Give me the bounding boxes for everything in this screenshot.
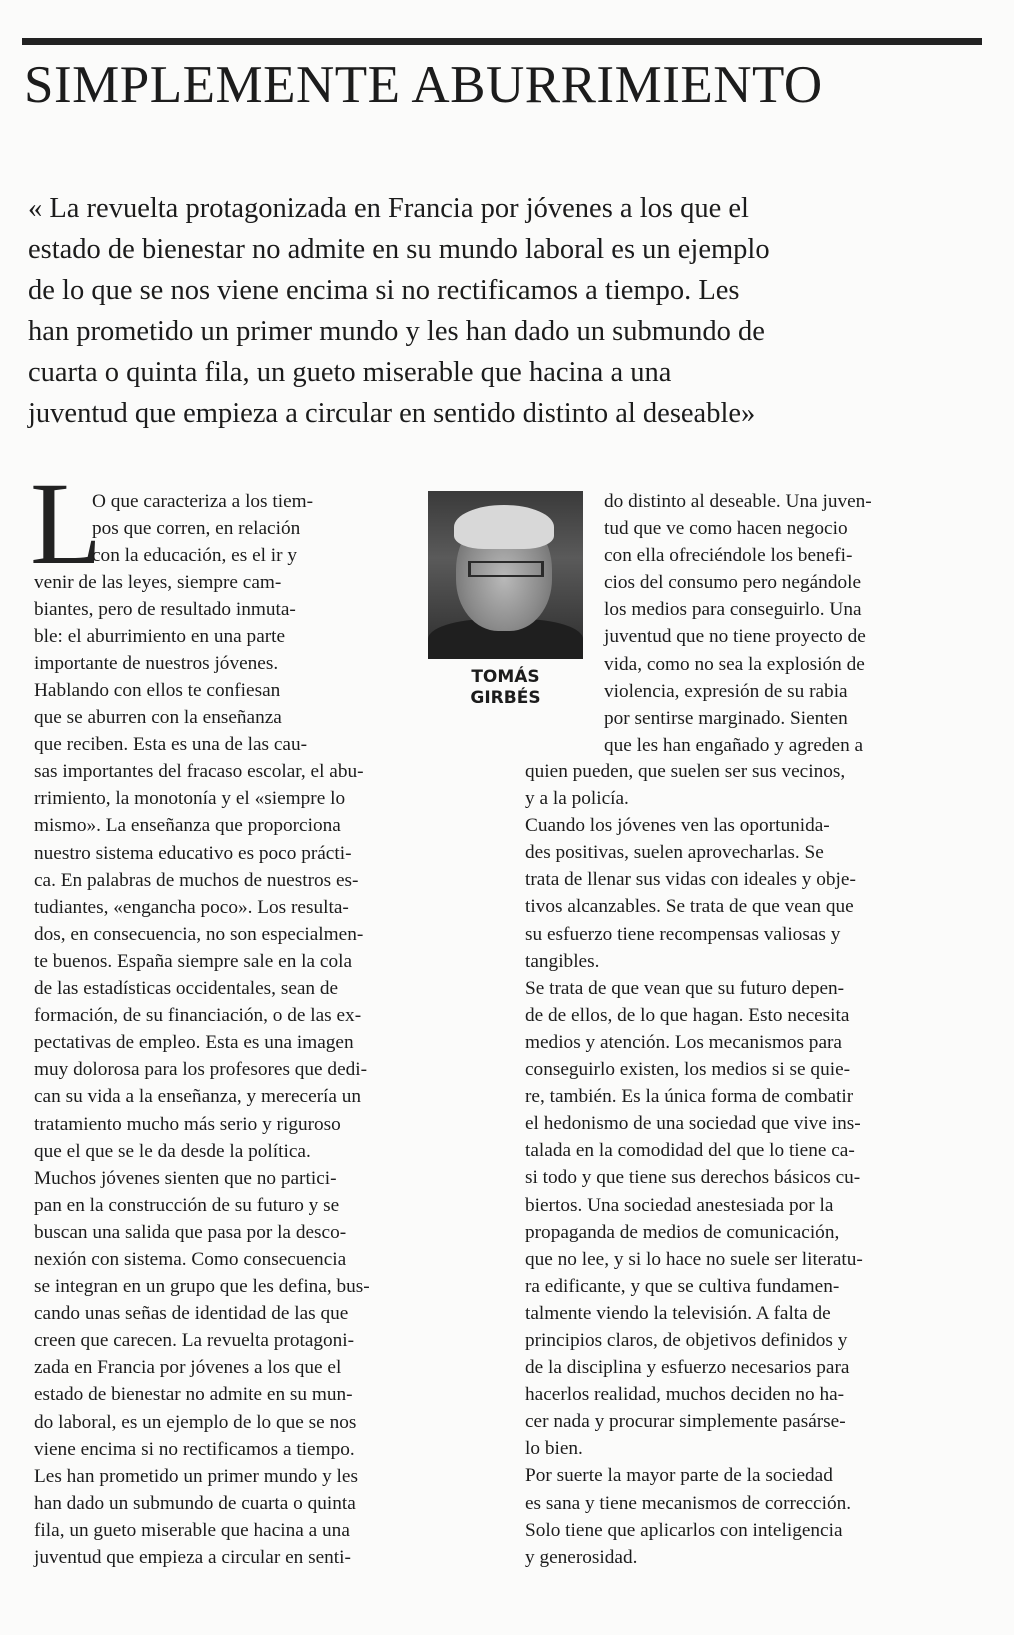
drop-cap: L (30, 458, 103, 589)
author-name: TOMÁS GIRBÉS (470, 667, 541, 708)
photo-hair (454, 505, 554, 549)
top-rule (22, 38, 982, 45)
right-column-top: do distinto al deseable. Una juven- tud que ve como hacen negocio con ella ofreciéndole los benefi- cios del consumo pero negándole los medios para conseguirlo. Una juventud que no tiene proyecto de vida, como no sea la explosión de violencia, expresión de su rabia por sentirse marginado. Sienten que les han engañado y agreden a (604, 491, 872, 756)
photo-glasses (468, 561, 544, 577)
left-column-intro: venir de las leyes, siempre cam- biantes, pero de resultado inmuta- ble: el aburrimiento en una parte importante de nuestros jóvenes. (34, 572, 296, 675)
left-column-top: O que caracteriza a los tiem- pos que corren, en relación con la educación, es el ir y (92, 491, 314, 567)
pullquote: « La revuelta protagonizada en Francia por jóvenes a los que el estado de bienestar no admite en su mundo laboral es un ejemplo de lo que se nos viene encima si no rectificamos a tiempo. Les han prometido un primer mundo y les han dado un submundo de cuarta o quinta fila, un gueto miserable que hacina a una juventud que empieza a circular en sentido distinto al deseable» (28, 193, 770, 429)
author-photo (428, 491, 583, 659)
headline: SIMPLEMENTE ABURRIMIENTO (24, 56, 823, 114)
left-column-body: Hablando con ellos te confiesan que se aburren con la enseñanza que reciben. Esta es una de las cau- sas importantes del fracaso escolar, el abu- rrimiento, la monotonía y el «siempre lo mismo». La enseñanza que proporciona nuestro sistema educativo es poco prácti- ca. En palabras de muchos de nuestros es- tudiantes, «engancha poco». Los resulta- dos, en consecuencia, no son especialmen- te buenos. España siempre sale en la cola de las estadísticas occidentales, sean de formación, de su financiación, o de las ex- pectativas de empleo. Esta es una imagen muy dolorosa para los profesores que dedi- can su vida a la enseñanza, y merecería un tratamiento mucho más serio y riguroso que el que se le da desde la política. Muchos jóvenes sienten que no partici- pan en la construcción de su futuro y se buscan una salida que pasa por la desco- nexión con sistema. Como consecuencia se integran en un grupo que les defina, bus- cando unas señas de identidad de las que creen que carecen. La revuelta protagoni- zada en Francia por jóvenes a los que el estado de bienestar no admite en su mun- do laboral, es un ejemplo de lo que se nos viene encima si no rectificamos a tiempo. Les han prometido un primer mundo y les han dado un submundo de cuarta o quinta fila, un gueto miserable que hacina a una juventud que empieza a circular en senti- (34, 680, 370, 1568)
right-column-body: quien pueden, que suelen ser sus vecinos, y a la policía. Cuando los jóvenes ven las oportunida- des positivas, suelen aprovecharlas. Se trata de llenar sus vidas con ideales y obje- tivos alcanzables. Se trata de que vean que su esfuerzo tiene recompensas valiosas y tangibles. Se trata de que vean que su futuro depen- de de ellos, de lo que hagan. Esto necesita medios y atención. Los mecanismos para conseguirlo existen, los medios si se quie- re, también. Es la única forma de combatir el hedonismo de una sociedad que vive ins- talada en la comodidad del que lo tiene ca- si todo y que tiene sus derechos básicos cu- biertos. Una sociedad anestesiada por la propaganda de medios de comunicación, que no lee, y si lo hace no suele ser literatu- ra edificante, y que se cultiva fundamen- talmente viendo la televisión. A falta de principios claros, de objetivos definidos y de la disciplina y esfuerzo necesarios para hacerlos realidad, muchos deciden no ha- cer nada y procurar simplemente pasárse- lo bien. Por suerte la mayor parte de la sociedad es sana y tiene mecanismos de corrección. Solo tiene que aplicarlos con inteligencia y generosidad. (525, 761, 863, 1568)
